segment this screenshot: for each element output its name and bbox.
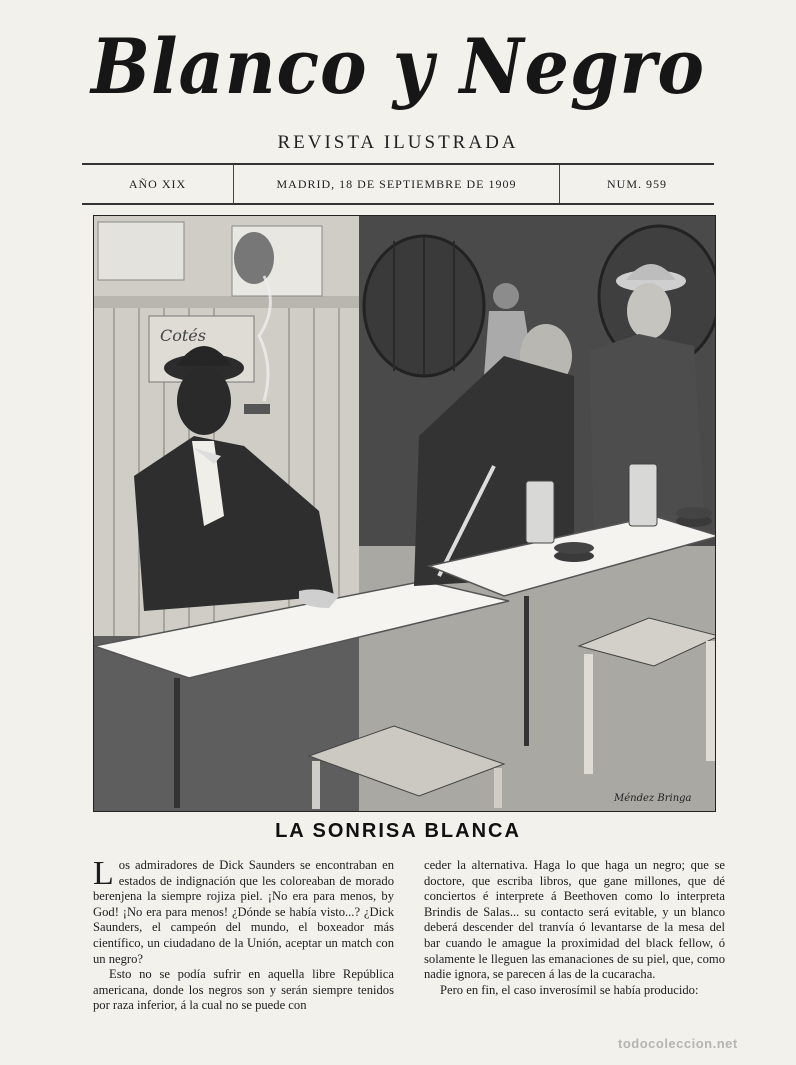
issue-year: AÑO XIX xyxy=(82,165,234,203)
masthead xyxy=(0,14,796,164)
issue-dateline: MADRID, 18 DE SEPTIEMBRE DE 1909 xyxy=(234,165,560,203)
glass-jug-1 xyxy=(526,481,554,543)
seated-man-head xyxy=(177,367,231,435)
paragraph: Los admiradores de Dick Saunders se encontraban en estados de indignación que les coloreaban de morado berenjena la siempre rojiza piel. ¡No era para menos, by God! ¡No era para menos! ¿Dónde se había visto...? ¿Dick Saunders, el campeón del mundo, el boxeador más científico, un ciudadano de la Unión, aceptar un match con un negro? xyxy=(93,855,394,966)
poster-lettering: Cotés xyxy=(160,326,206,345)
artist-signature: Méndez Bringa xyxy=(614,793,692,804)
article-body xyxy=(93,855,725,1013)
watermark: todocoleccion.net xyxy=(618,1036,738,1051)
article-column-right xyxy=(424,858,725,1008)
drop-cap: L xyxy=(93,855,114,892)
barrel-picture xyxy=(234,232,274,284)
article-column-left xyxy=(93,855,394,1013)
paragraph: ceder la alternativa. Haga lo que haga un negro; que se doctore, que escriba libros, que gane millones, que dé conciertos é interprete á Beethoven como lo interpreta Brindis de Salas... su contacto será evitable, y un blanco deberá descender del tranvía ó levantarse de la mesa del bar cuando le amague la proximidad del black fellow, ó solamente le lleguen las emanaciones de su piel, que, como nadie ignora, se parecen á las de la cucaracha. xyxy=(424,858,725,982)
standing-man-head xyxy=(627,283,671,339)
pipe xyxy=(244,404,270,414)
cafe-illustration xyxy=(93,215,716,812)
magazine-title: Blanco y Negro xyxy=(91,22,705,111)
magazine-subtitle: REVISTA ILUSTRADA xyxy=(277,132,519,153)
paragraph: Esto no se podía sufrir en aquella libre República americana, donde los negros son y serán siempre tenidos por raza inferior, á la cual no se puede con xyxy=(93,967,394,1013)
glass-jug-2 xyxy=(629,464,657,526)
issue-number: NUM. 959 xyxy=(606,176,667,191)
bartender-head xyxy=(493,283,519,309)
issue-info-bar xyxy=(82,163,714,205)
wall-poster-left xyxy=(98,222,184,280)
paragraph: Pero en fin, el caso inverosímil se había producido: xyxy=(440,982,699,997)
article-title: LA SONRISA BLANCA xyxy=(275,820,521,842)
